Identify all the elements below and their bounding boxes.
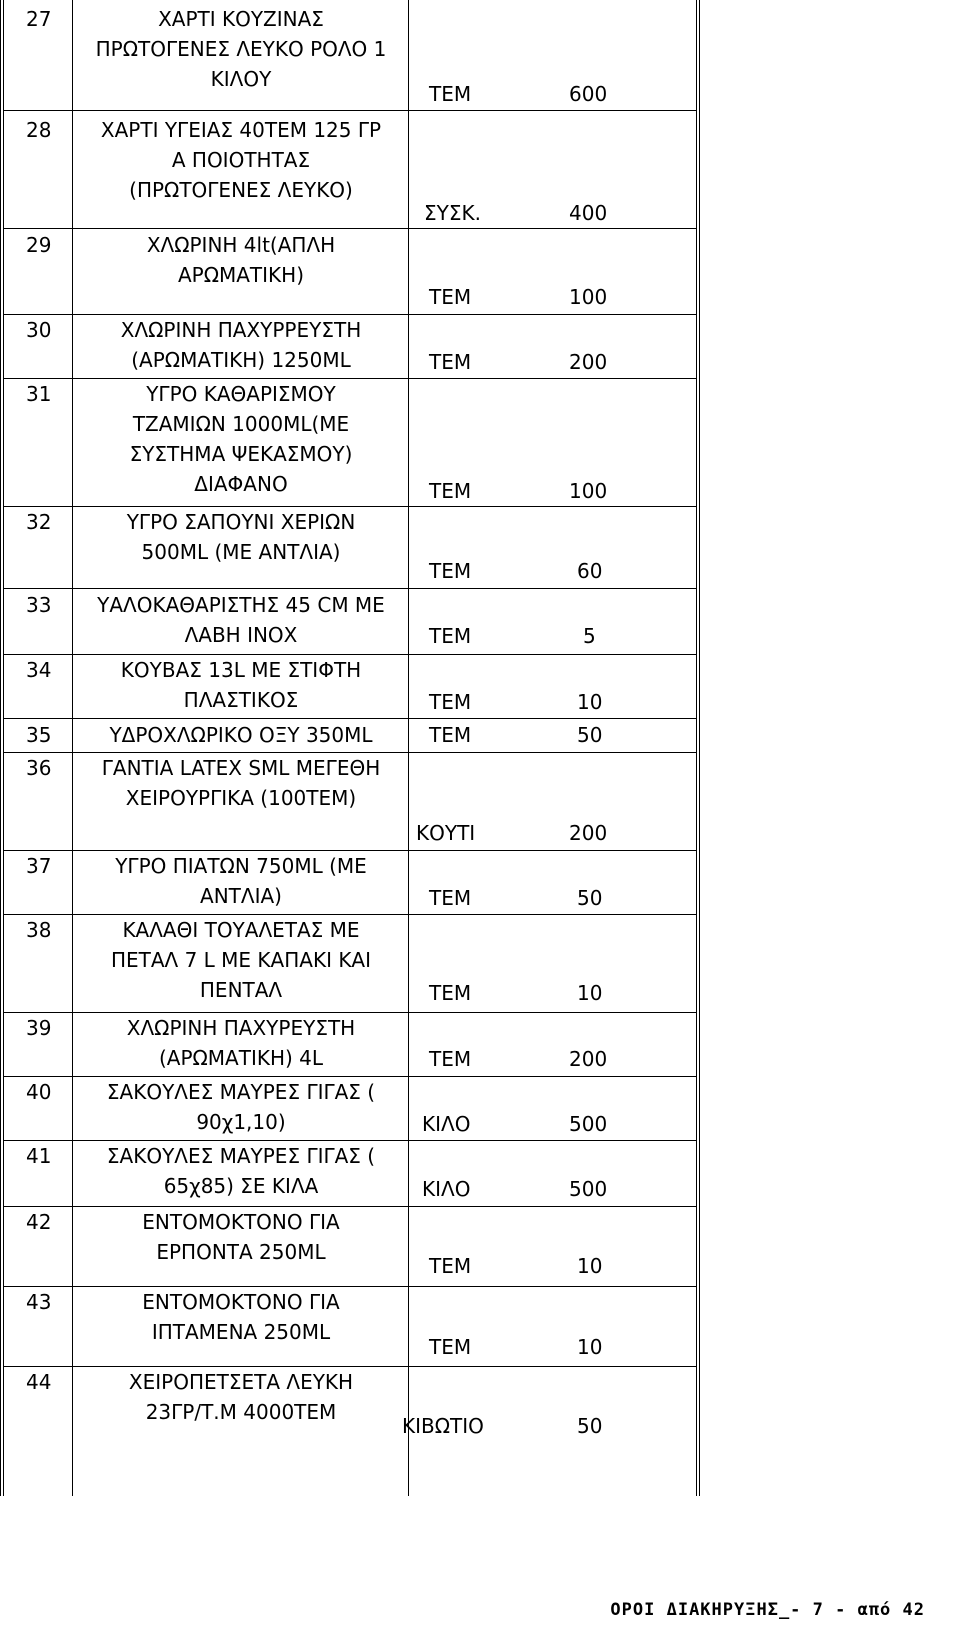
item-unit: ΤΕΜ xyxy=(429,886,472,910)
item-quantity: 10 xyxy=(577,981,603,1005)
item-number: 27 xyxy=(26,7,52,31)
table-row xyxy=(4,752,696,850)
item-quantity: 200 xyxy=(569,1047,608,1071)
item-quantity: 500 xyxy=(569,1112,608,1136)
item-number: 32 xyxy=(26,510,52,534)
item-number: 41 xyxy=(26,1144,52,1168)
item-number: 36 xyxy=(26,756,52,780)
item-unit: ΤΕΜ xyxy=(429,350,472,374)
item-number: 40 xyxy=(26,1080,52,1104)
table-row xyxy=(4,1140,696,1206)
item-description: ΥΑΛΟΚΑΘΑΡΙΣΤΗΣ 45 CM ΜΕ ΛΑΒΗ ΙΝΟΧ xyxy=(97,593,385,647)
item-description: ΧΛΩΡΙΝΗ ΠΑΧΥΡΕΥΣΤΗ (ΑΡΩΜΑΤΙΚΗ) 4L xyxy=(126,1016,356,1070)
item-description: ΧΛΩΡΙΝΗ 4lt(ΑΠΛΗ ΑΡΩΜΑΤΙΚΗ) xyxy=(146,233,336,287)
item-quantity: 400 xyxy=(569,201,608,225)
item-description: ΚΑΛΑΘΙ ΤΟΥΑΛΕΤΑΣ ΜΕ ΠΕΤΑΛ 7 L ΜΕ ΚΑΠΑΚΙ ΚΑΙ ΠΕΝΤΑΛ xyxy=(110,918,372,1002)
table-row xyxy=(4,1366,696,1496)
item-unit: ΤΕΜ xyxy=(429,1335,472,1359)
item-quantity: 200 xyxy=(569,350,608,374)
table-row xyxy=(4,0,696,110)
item-quantity: 100 xyxy=(569,285,608,309)
item-description: ΥΔΡΟΧΛΩΡΙΚΟ ΟΞΥ 350ML xyxy=(109,723,373,747)
item-unit: ΚΙΛΟ xyxy=(422,1177,471,1201)
item-unit: ΤΕΜ xyxy=(429,82,472,106)
table-row xyxy=(4,1206,696,1286)
item-quantity: 50 xyxy=(577,886,603,910)
table-row xyxy=(4,718,696,752)
item-unit: ΚΙΒΩΤΙΟ xyxy=(402,1414,484,1438)
item-unit: ΚΙΛΟ xyxy=(422,1112,471,1136)
item-unit: ΤΕΜ xyxy=(429,981,472,1005)
table-row xyxy=(4,1286,696,1366)
item-description: ΕΝΤΟΜΟΚΤΟΝΟ ΓΙΑ ΙΠΤΑΜΕΝΑ 250ML xyxy=(142,1290,340,1344)
item-unit: ΤΕΜ xyxy=(429,479,472,503)
item-quantity: 200 xyxy=(569,821,608,845)
item-number: 44 xyxy=(26,1370,52,1394)
table-row xyxy=(4,228,696,314)
item-description: ΧΑΡΤΙ ΥΓΕΙΑΣ 40ΤΕΜ 125 ΓΡ Α ΠΟΙΟΤΗΤΑΣ (ΠΡΩΤΟΓΕΝΕΣ ΛΕΥΚΟ) xyxy=(100,118,382,202)
table-row xyxy=(4,1076,696,1140)
item-quantity: 10 xyxy=(577,1335,603,1359)
item-quantity: 5 xyxy=(583,624,596,648)
item-quantity: 100 xyxy=(569,479,608,503)
item-quantity: 50 xyxy=(577,1414,603,1438)
table-row xyxy=(4,914,696,1012)
item-number: 38 xyxy=(26,918,52,942)
item-quantity: 500 xyxy=(569,1177,608,1201)
item-unit: ΤΕΜ xyxy=(429,559,472,583)
item-quantity: 10 xyxy=(577,690,603,714)
item-unit: ΤΕΜ xyxy=(429,1254,472,1278)
item-unit: ΚΟΥΤΙ xyxy=(416,821,476,845)
item-quantity: 600 xyxy=(569,82,608,106)
item-number: 31 xyxy=(26,382,52,406)
item-number: 33 xyxy=(26,593,52,617)
table-row xyxy=(4,1012,696,1076)
item-unit: ΤΕΜ xyxy=(429,1047,472,1071)
table-row xyxy=(4,588,696,654)
item-description: ΕΝΤΟΜΟΚΤΟΝΟ ΓΙΑ ΕΡΠΟΝΤΑ 250ML xyxy=(142,1210,340,1264)
item-quantity: 60 xyxy=(577,559,603,583)
item-description: ΥΓΡΟ ΚΑΘΑΡΙΣΜΟΥ ΤΖΑΜΙΩΝ 1000ML(ΜΕ ΣΥΣΤΗΜΑ ΨΕΚΑΣΜΟΥ) ΔΙΑΦΑΝΟ xyxy=(129,382,353,496)
item-description: ΧΛΩΡΙΝΗ ΠΑΧΥΡΡΕΥΣΤΗ (ΑΡΩΜΑΤΙΚΗ) 1250ML xyxy=(120,318,362,372)
item-description: ΥΓΡΟ ΠΙΑΤΩΝ 750ML (ΜΕ ΑΝΤΛΙΑ) xyxy=(115,854,367,908)
item-number: 29 xyxy=(26,233,52,257)
table-row xyxy=(4,850,696,914)
item-description: ΓΑΝΤΙΑ LATEX SML ΜΕΓΕΘΗ ΧΕΙΡΟΥΡΓΙΚΑ (100ΤΕΜ) xyxy=(101,756,381,810)
table-row xyxy=(4,378,696,506)
item-description: ΣΑΚΟΥΛΕΣ ΜΑΥΡΕΣ ΓΙΓΑΣ ( 65χ85) ΣΕ ΚΙΛΑ xyxy=(106,1144,376,1198)
table-row xyxy=(4,314,696,378)
item-description: ΧΑΡΤΙ ΚΟΥΖΙΝΑΣ ΠΡΩΤΟΓΕΝΕΣ ΛΕΥΚΟ ΡΟΛΟ 1 ΚΙΛΟΥ xyxy=(95,7,387,91)
page-footer: ΟΡΟΙ ΔΙΑΚΗΡΥΞΗΣ_- 7 - από 42 xyxy=(610,1600,925,1620)
item-quantity: 10 xyxy=(577,1254,603,1278)
item-description: ΚΟΥΒΑΣ 13L ΜΕ ΣΤΙΦΤΗ ΠΛΑΣΤΙΚΟΣ xyxy=(120,658,362,712)
item-number: 35 xyxy=(26,723,52,747)
table-row xyxy=(4,506,696,588)
item-number: 37 xyxy=(26,854,52,878)
item-description: ΧΕΙΡΟΠΕΤΣΕΤΑ ΛΕΥΚΗ 23ΓΡ/Τ.Μ 4000ΤΕΜ xyxy=(128,1370,354,1424)
item-unit: ΤΕΜ xyxy=(429,285,472,309)
item-description: ΥΓΡΟ ΣΑΠΟΥΝΙ ΧΕΡΙΩΝ 500ML (ΜΕ ΑΝΤΛΙΑ) xyxy=(126,510,356,564)
item-unit: ΤΕΜ xyxy=(429,624,472,648)
item-number: 39 xyxy=(26,1016,52,1040)
item-number: 28 xyxy=(26,118,52,142)
item-unit: ΤΕΜ xyxy=(429,690,472,714)
item-number: 30 xyxy=(26,318,52,342)
item-number: 42 xyxy=(26,1210,52,1234)
table-row xyxy=(4,110,696,228)
item-description: ΣΑΚΟΥΛΕΣ ΜΑΥΡΕΣ ΓΙΓΑΣ ( 90χ1,10) xyxy=(106,1080,376,1134)
item-number: 43 xyxy=(26,1290,52,1314)
item-quantity: 50 xyxy=(577,723,603,747)
item-number: 34 xyxy=(26,658,52,682)
item-unit: ΣΥΣΚ. xyxy=(424,201,481,225)
table-row xyxy=(4,654,696,718)
item-unit: ΤΕΜ xyxy=(429,723,472,747)
